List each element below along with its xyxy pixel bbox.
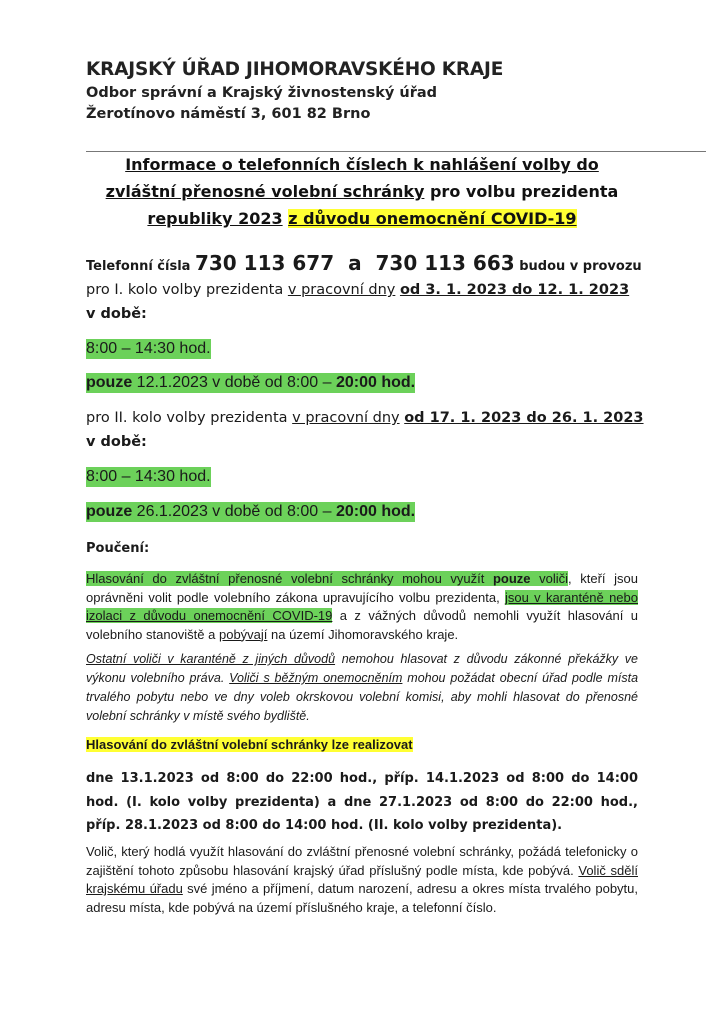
realizace-heading-text: Hlasování do zvláštní volební schránky lze realizovat: [86, 737, 413, 752]
p2-other-voters: Ostatní voliči v karanténě z jiných důvodů: [86, 652, 336, 666]
round1-workdays: v pracovní dny: [287, 282, 396, 298]
title-text: republiky 2023: [147, 209, 283, 228]
voting-dates: dne 13.1.2023 od 8:00 do 22:00 hod., příp. 14.1.2023 od 8:00 do 14:00 hod. (I. kolo volby prezidenta) a dne 27.1.2023 od 8:00 do 22:00 hod., příp. 28.1.2023 od 8:00 do 14:00 hod. (II. kolo volby prezidenta).: [86, 771, 638, 833]
phone-number-1: 730 113 677: [194, 251, 335, 275]
office-address: Žerotínovo náměstí 3, 601 82 Brno: [86, 106, 371, 122]
round2-label: v době:: [86, 434, 147, 450]
realizace-text: své jméno a příjmení, datum narození, adresu a okres místa trvalého pobytu, adresu místa, kde pobývá na území příslušného kraje, a telefonní číslo.: [86, 881, 638, 915]
p1-text: , kteří jsou oprávněni volit podle volebního zákona upravujícího volbu prezidenta,: [86, 571, 638, 605]
p2-common-illness: Voliči s běžným onemocněním: [229, 671, 403, 685]
document-title-line-2: [86, 182, 638, 201]
p1-quarantine-highlight: jsou v karanténě nebo izolaci z důvodu onemocnění COVID-19: [86, 589, 638, 623]
round2-hours: 8:00 – 14:30 hod.: [86, 468, 211, 485]
round2-line: [86, 410, 644, 426]
p1-text: a z vážných důvodů nemohli využít hlasování u volebního stanoviště a: [86, 608, 639, 642]
round1-extra-end: 20:00 hod.: [335, 374, 416, 391]
p1-text: na území Jihomoravského kraje.: [267, 626, 459, 642]
title-text: Informace o telefonních číslech k nahlášení volby do: [125, 155, 599, 174]
round1-extra-text: 12.1.2023 v době od 8:00 –: [132, 374, 336, 391]
phone-number-2: 730 113 663: [375, 251, 515, 275]
round2-text: pro II. kolo volby prezidenta: [86, 410, 293, 426]
round2-extra-text: 26.1.2023 v době od 8:00 –: [132, 503, 336, 520]
round1-line: [86, 282, 629, 298]
realizace-heading: [86, 737, 413, 752]
title-text: pro volbu prezidenta: [424, 182, 619, 201]
pouceni-paragraph-1: [86, 570, 638, 644]
p1-voters: voliči: [530, 571, 569, 586]
round2-extra-only: pouze: [86, 503, 133, 520]
p2-text: mohou požádat obecní úřad podle místa trvalého pobytu nebo ve dny voleb okrskovou volební komisi, aby mohli hlasovat do přenosné volební schránky v místě svého bydliště.: [86, 671, 639, 723]
document-title-line-1: [86, 155, 638, 174]
round1-label: v době:: [86, 306, 147, 322]
round2-workdays: v pracovní dny: [292, 410, 400, 426]
round1-extra-hours: [86, 373, 415, 393]
phones-suffix: budou v provozu: [514, 259, 642, 274]
realizace-text: Volič, který hodlá využít hlasování do zvláštní přenosné volební schránky, požádá telefonicky o zajištění tohoto způsobu hlasování krajský úřad příslušný podle místa, kde pobývá.: [86, 844, 638, 878]
round1-extra-only: pouze: [86, 374, 133, 391]
phones-and: a: [334, 251, 376, 275]
pouceni-heading: Poučení:: [86, 541, 150, 556]
title-text: zvláštní přenosné volební schránky: [105, 182, 425, 201]
p1-reside: pobývají: [218, 626, 268, 642]
title-covid-highlight: z důvodu onemocnění COVID-19: [288, 209, 577, 228]
round1-text: pro I. kolo volby prezidenta: [86, 282, 288, 298]
round1-date-range: od 3. 1. 2023 do 12. 1. 2023: [399, 282, 630, 298]
realizace-notify: Volič sdělí krajskému úřadu: [86, 862, 638, 896]
p1-only: pouze: [492, 571, 531, 586]
pouceni-paragraph-2: [86, 650, 638, 726]
round2-extra-hours: [86, 502, 415, 522]
realizace-paragraph: [86, 843, 638, 917]
round1-hours: 8:00 – 14:30 hod.: [86, 340, 211, 357]
round2-extra-end: 20:00 hod.: [335, 503, 416, 520]
round2-date-range: od 17. 1. 2023 do 26. 1. 2023: [404, 410, 644, 426]
header-divider: [86, 151, 706, 152]
phone-numbers-line: [86, 251, 642, 275]
phones-prefix: Telefonní čísla: [86, 259, 195, 274]
document-title-line-3: [86, 209, 638, 228]
p2-text: nemohou hlasovat z důvodu zákonné překážky ve výkonu volebního práva.: [86, 652, 639, 685]
p1-highlight: Hlasování do zvláštní přenosné volební schránky mohou využít: [86, 571, 493, 586]
office-name: KRAJSKÝ ÚŘAD JIHOMORAVSKÉHO KRAJE: [86, 59, 504, 80]
department-name: Odbor správní a Krajský živnostenský úřad: [86, 85, 438, 101]
